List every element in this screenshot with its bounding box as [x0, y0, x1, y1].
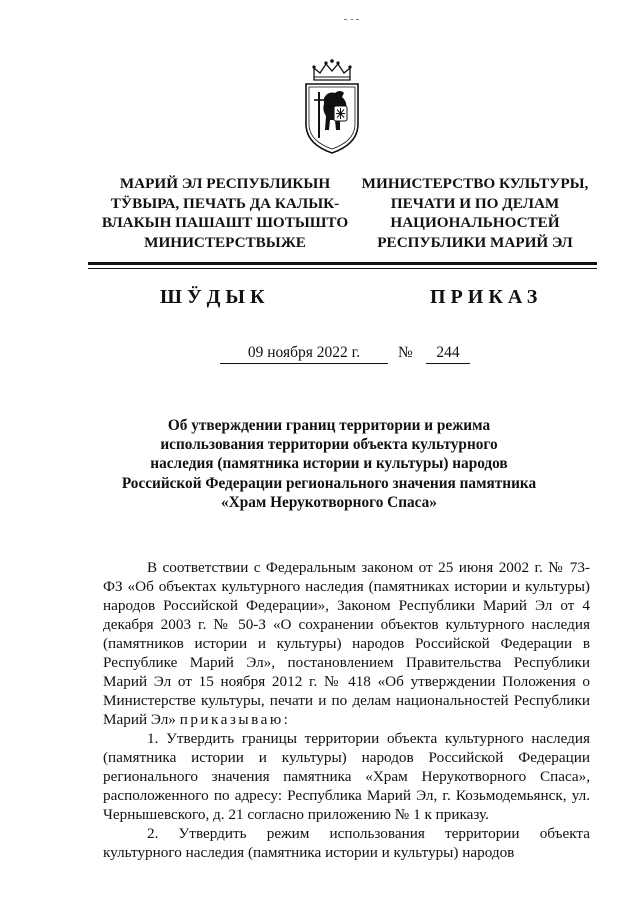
order-word: приказываю: [179, 711, 291, 728]
order-date-number [220, 344, 520, 366]
header-left-line: МАРИЙ ЭЛ РЕСПУБЛИКЫН [119, 175, 331, 192]
order-body [103, 558, 590, 862]
ministry-name-mari [95, 174, 355, 252]
preamble-paragraph [103, 558, 590, 729]
order-date: 09 ноября 2022 г. [220, 344, 388, 364]
order-number: 244 [426, 344, 470, 364]
header-right-line: НАЦИОНАЛЬНОСТЕЙ [390, 214, 560, 232]
clause-2-paragraph: 2. Утвердить режим использования территории объекта культурного наследия (памятника истории и культуры) народов [103, 825, 590, 861]
ministry-name-russian [355, 174, 595, 252]
header-right-line: ПЕЧАТИ И ПО ДЕЛАМ [390, 194, 560, 212]
title-line: использования территории объекта культурного [160, 436, 498, 454]
clause-1-paragraph: 1. Утвердить границы территории объекта культурного наследия (памятника истории и культуры) народов Российской Федерации регионального значения памятника «Храм Нерукотворного Спаса», расположенного по адресу: Республика Марий Эл, г. Козьмодемьянск, ул. Чернышевского, д. 21 согласно приложению № 1 к приказу. [103, 730, 590, 823]
title-line: Российской Федерации регионального значения памятника [121, 474, 537, 492]
doc-type-mari: ШӰДЫК [160, 286, 270, 308]
header-divider-thick [88, 262, 597, 265]
title-line: Об утверждении границ территории и режима [167, 417, 491, 434]
header-right-line: МИНИСТЕРСТВО КУЛЬТУРЫ, [361, 175, 589, 192]
header-left-line: ТӰВЫРА, ПЕЧАТЬ ДА КАЛЫК- [110, 194, 340, 212]
header-right-line: РЕСПУБЛИКИ МАРИЙ ЭЛ [377, 233, 573, 251]
header-left-line: ВЛАКЫН ПАШАШТ ШОТЫШТО [101, 214, 349, 232]
preamble-text: В соответствии с Федеральным законом от 25 июня 2002 г. № 73-ФЗ «Об объектах культурного наследия (памятниках истории и культуры) народов Российской Федерации», Законом Республики Марий Эл от 4 декабря 2003 г. № 50-З «О сохранении объектов культурного наследия (памятников истории и культуры) народов Российской Федерации в Республике Марий Эл», постановлением Правительства Республики Марий Эл от 15 ноября 2012 г. № 418 «Об утверждении Положения о Министерстве культуры, печати и по делам национальностей Республики Марий Эл» [103, 559, 590, 728]
title-line: «Храм Нерукотворного Спаса» [221, 493, 437, 511]
order-title [110, 416, 548, 512]
doc-type-russian: ПРИКАЗ [430, 286, 543, 308]
number-sign: № [398, 344, 413, 361]
header-divider-thin [88, 268, 597, 269]
header-left-line: МИНИСТЕРСТВЫЖЕ [144, 233, 306, 251]
coat-of-arms-mari-el-icon [300, 58, 364, 156]
title-line: наследия (памятника истории и культуры) народов [150, 455, 508, 473]
scan-mark [344, 8, 360, 10]
